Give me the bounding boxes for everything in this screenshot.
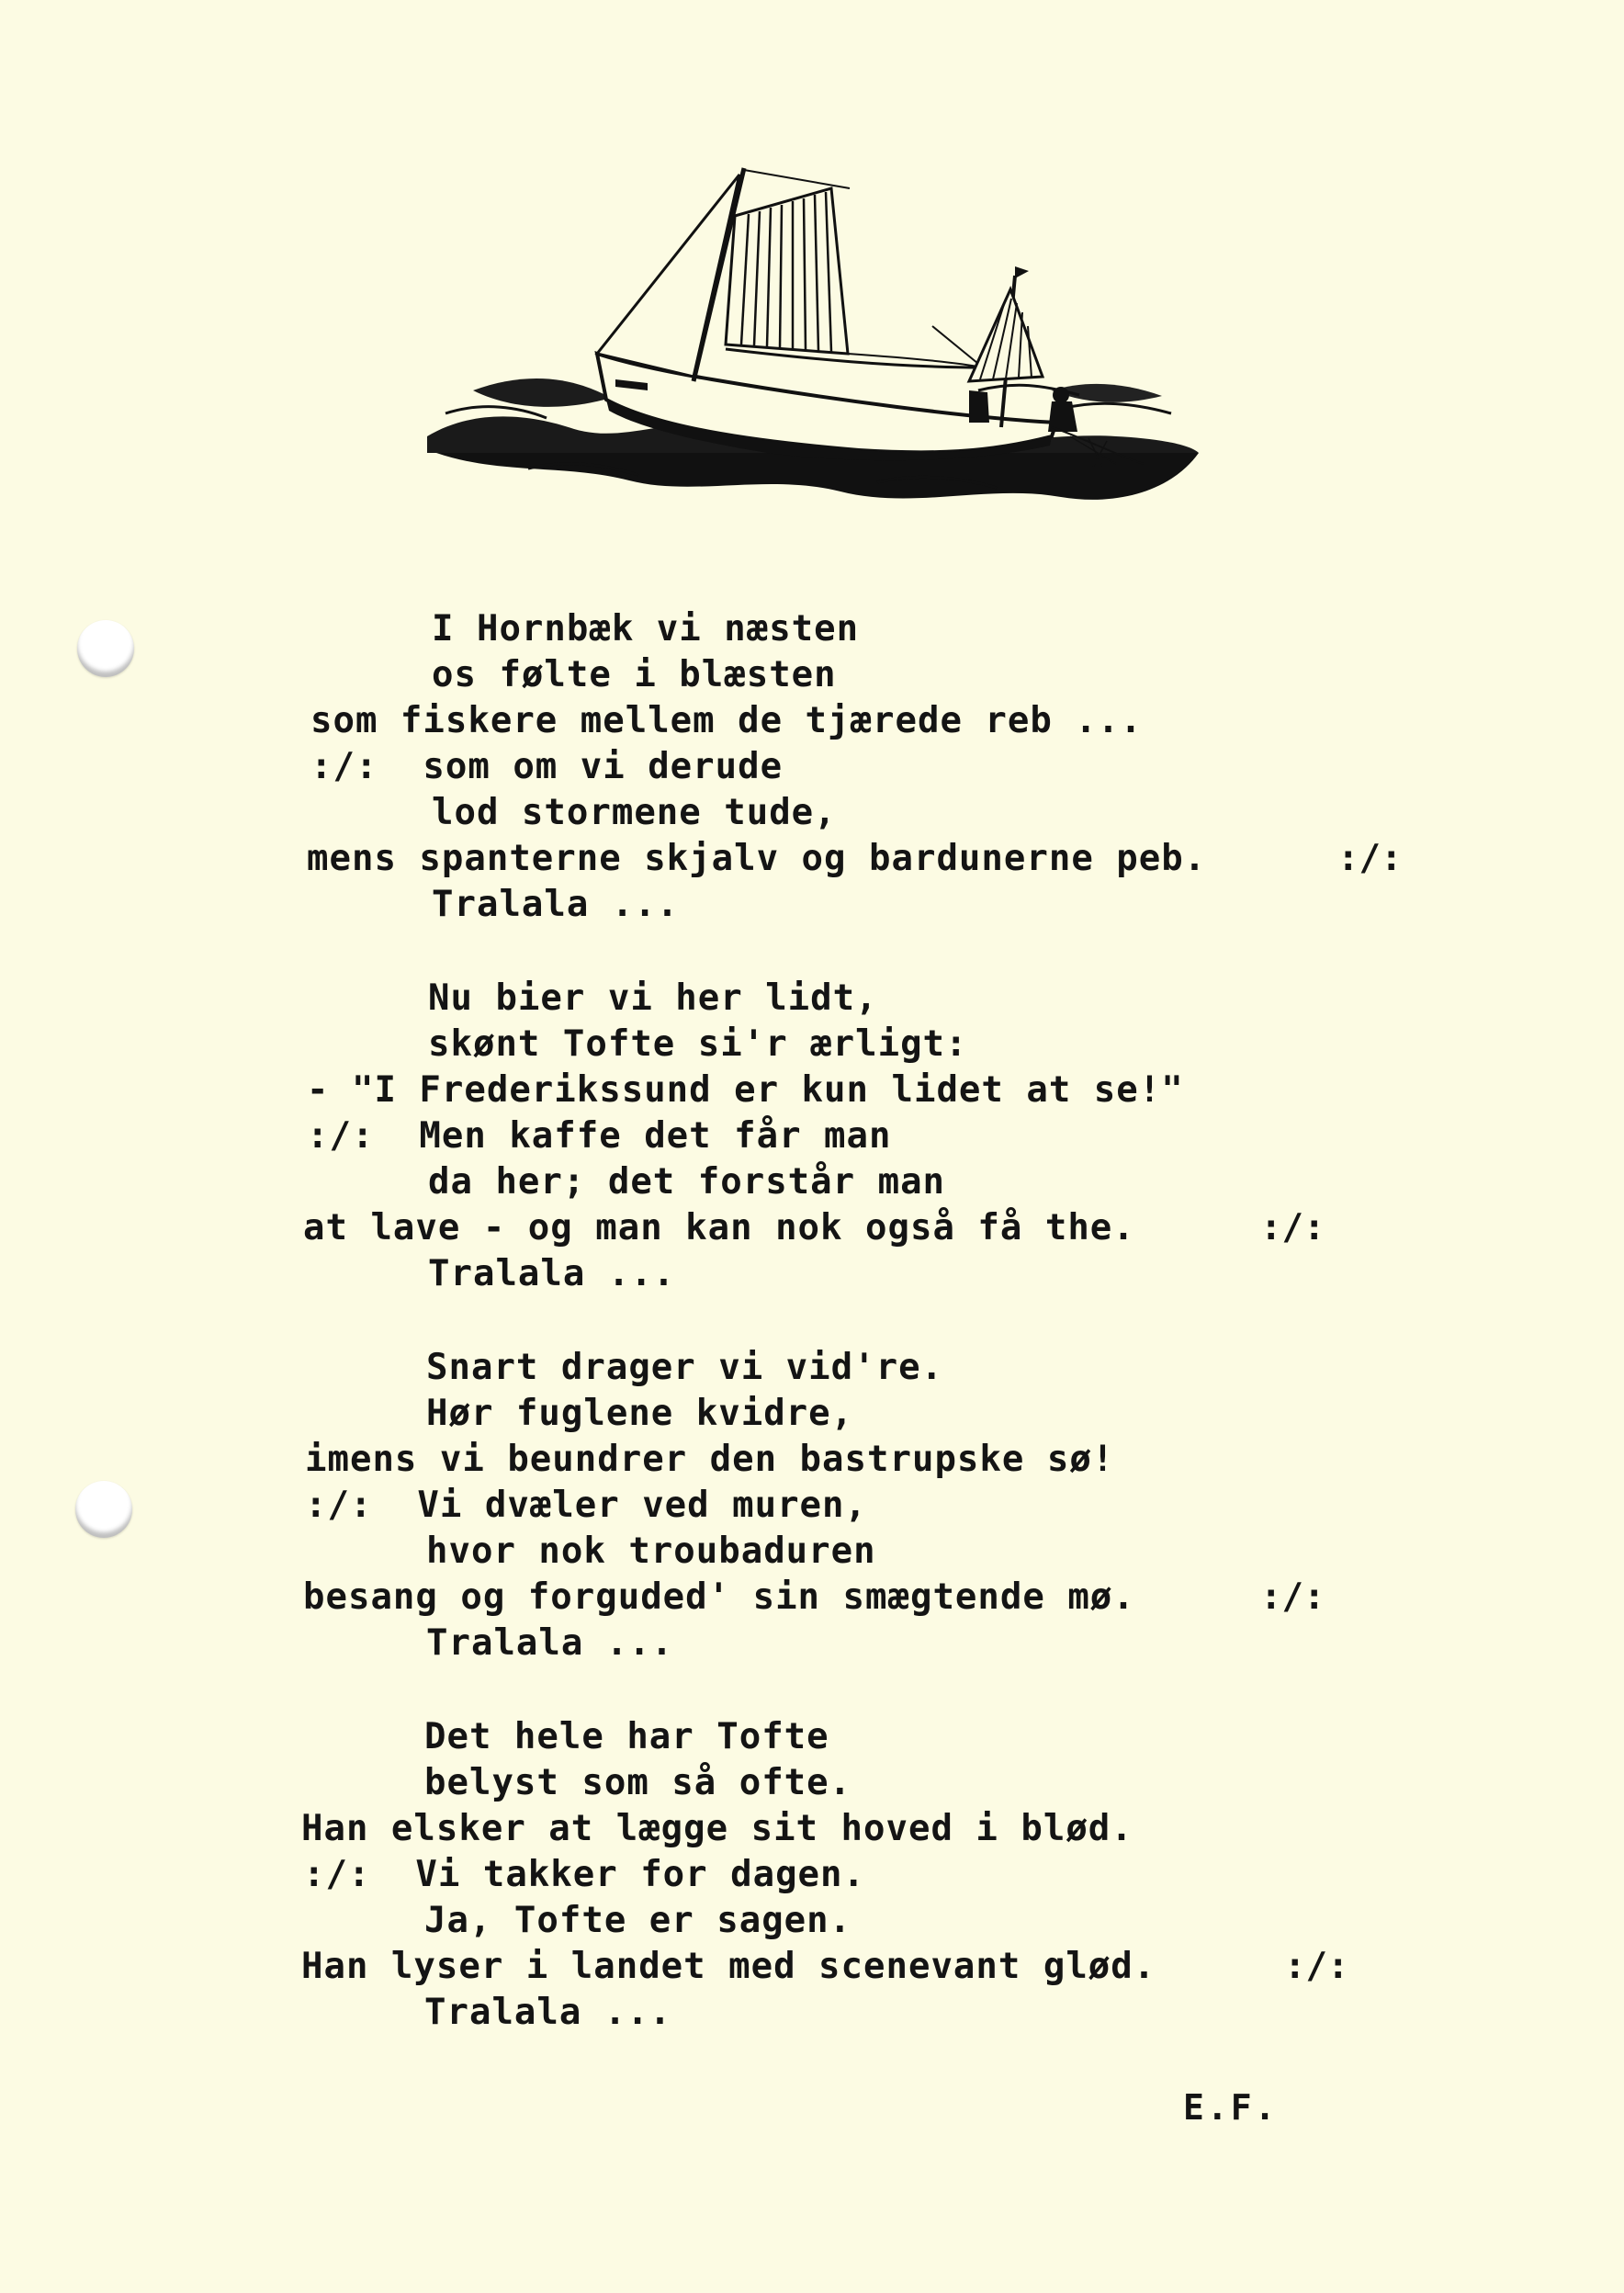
poem-line: besang og forguded' sin smægtende mø.	[303, 1576, 1135, 1618]
poem-line: Det hele har Tofte	[424, 1716, 829, 1757]
poem-line: :/: som om vi derude	[310, 746, 784, 787]
poem-line: os følte i blæsten	[432, 654, 837, 695]
poem-line: Hør fuglene kvidre,	[426, 1393, 854, 1434]
poem-line: I Hornbæk vi næsten	[432, 608, 860, 649]
poem-line: Han elsker at lægge sit hoved i blød.	[301, 1808, 1133, 1849]
refrain-line: Tralala ...	[424, 1992, 672, 2033]
poem-line: Nu bier vi her lidt,	[428, 977, 878, 1019]
poem-line: :/: Vi takker for dagen.	[303, 1854, 865, 1895]
repeat-mark: :/:	[1260, 1207, 1325, 1248]
poem-line: mens spanterne skjalv og bardunerne peb.	[307, 838, 1207, 879]
poem-line: - "I Frederikssund er kun lidet at se!"	[307, 1069, 1184, 1111]
poem-line: :/: Men kaffe det får man	[307, 1115, 892, 1157]
punch-hole-bottom	[75, 1481, 132, 1538]
refrain-line: Tralala ...	[432, 884, 680, 925]
refrain-line: Tralala ...	[426, 1622, 674, 1664]
repeat-mark: :/:	[1284, 1946, 1349, 1987]
poem-line: lod stormene tude,	[432, 792, 837, 833]
poem-line: belyst som så ofte.	[424, 1762, 852, 1803]
poem-line: som fiskere mellem de tjærede reb ...	[310, 700, 1143, 741]
repeat-mark: :/:	[1260, 1576, 1325, 1618]
punch-hole-top	[77, 620, 134, 677]
sailboat-illustration	[418, 161, 1208, 519]
poem-line: da her; det forstår man	[428, 1161, 946, 1203]
poem-line: skønt Tofte si'r ærligt:	[428, 1023, 968, 1065]
poem-line: Ja, Tofte er sagen.	[424, 1900, 852, 1941]
repeat-mark: :/:	[1337, 838, 1403, 879]
poem-line: at lave - og man kan nok også få the.	[303, 1207, 1135, 1248]
poem-line: :/: Vi dvæler ved muren,	[305, 1485, 867, 1526]
poem-line: Han lyser i landet med scenevant glød.	[301, 1946, 1156, 1987]
poem-line: hvor nok troubaduren	[426, 1531, 876, 1572]
signature-initials: E.F.	[1183, 2087, 1279, 2128]
poem-line: Snart drager vi vid're.	[426, 1347, 944, 1388]
poem-line: imens vi beundrer den bastrupske sø!	[305, 1439, 1115, 1480]
refrain-line: Tralala ...	[428, 1253, 676, 1294]
